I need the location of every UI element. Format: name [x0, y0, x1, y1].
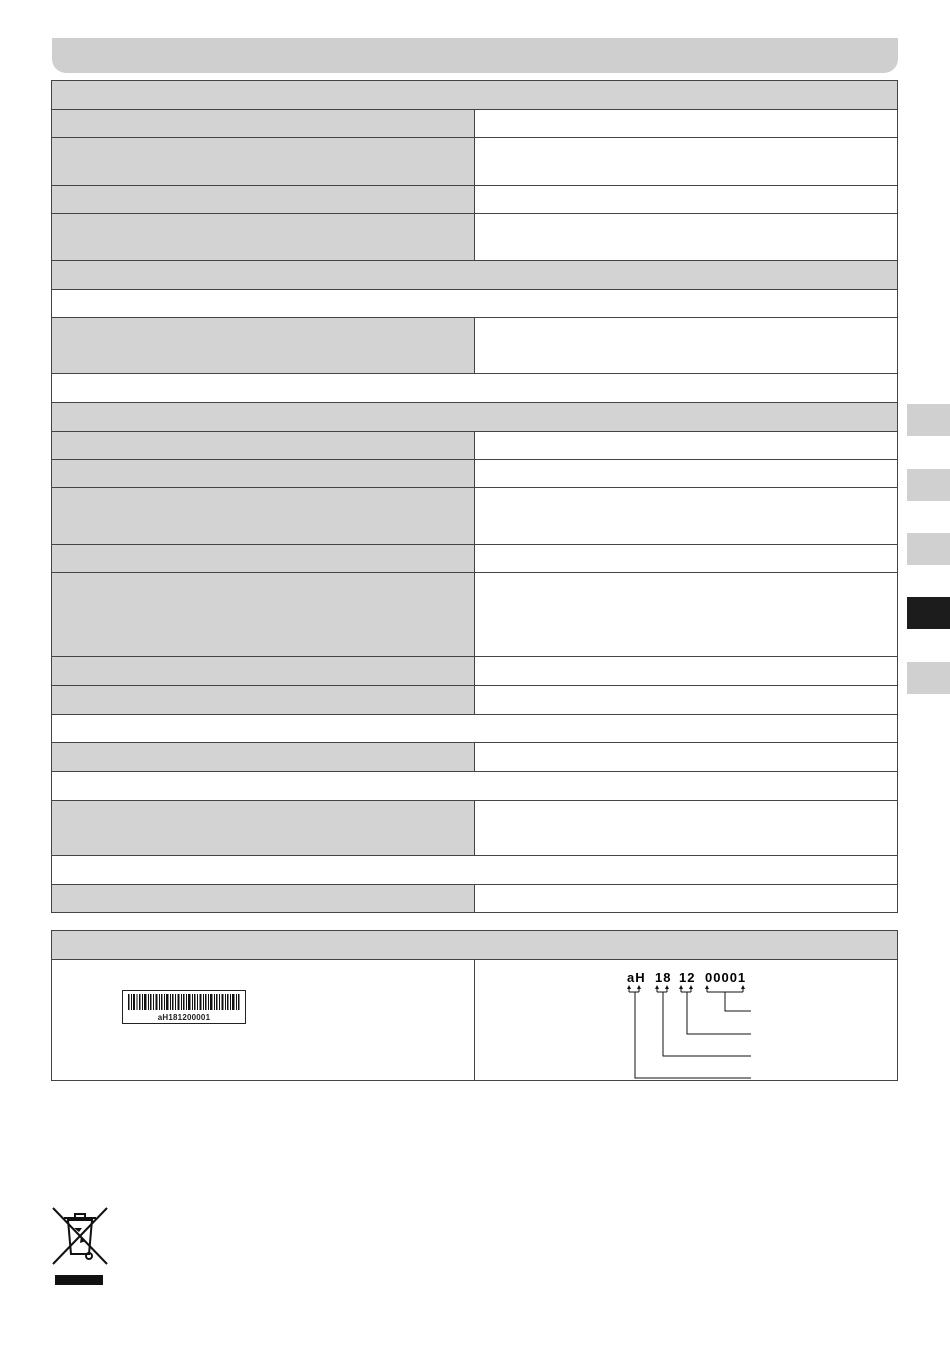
table-row: [52, 488, 898, 545]
table-row: [52, 686, 898, 715]
table-row: [52, 801, 898, 856]
section-header: [52, 403, 898, 432]
table-row: [52, 318, 898, 374]
table-row: [52, 885, 898, 913]
barcode-cell: [52, 960, 475, 1081]
crossed-out-wheelie-bin-icon: [51, 1206, 111, 1288]
spec-note: [52, 856, 898, 885]
spec-value: [475, 488, 898, 545]
section-header: [52, 81, 898, 110]
spec-label: [52, 885, 475, 913]
spec-label: [52, 318, 475, 374]
code-part-month: 12: [679, 970, 696, 985]
spec-note: [52, 715, 898, 743]
table-row: [52, 374, 898, 403]
serial-number-table: [51, 930, 898, 1081]
spec-note: [52, 290, 898, 318]
table-row: [52, 573, 898, 657]
spec-label: [52, 657, 475, 686]
barcode-number: aH181200001: [157, 1013, 211, 1022]
section-header: [52, 261, 898, 290]
spec-label: [52, 460, 475, 488]
spec-value: [475, 545, 898, 573]
serial-code-cell: [475, 960, 898, 1081]
spec-label: [52, 110, 475, 138]
side-tab-1[interactable]: [907, 404, 950, 436]
table-row: [52, 110, 898, 138]
spec-label: [52, 432, 475, 460]
table-row: [52, 186, 898, 214]
table-row: [52, 81, 898, 110]
code-part-sequence: 00001: [705, 970, 747, 985]
spec-label: [52, 573, 475, 657]
spec-value: [475, 657, 898, 686]
side-tab-4[interactable]: [907, 597, 950, 629]
barcode-icon: [128, 994, 240, 1010]
spec-value: [475, 138, 898, 186]
table-row: [52, 460, 898, 488]
table-row: [52, 772, 898, 801]
spec-value: [475, 743, 898, 772]
spec-value: [475, 573, 898, 657]
spec-value: [475, 318, 898, 374]
spec-label: [52, 138, 475, 186]
table-row: [52, 290, 898, 318]
code-part-year: 18: [655, 970, 672, 985]
spec-label: [52, 743, 475, 772]
header-bar: [52, 38, 898, 73]
table-row: [52, 432, 898, 460]
spec-label: [52, 801, 475, 856]
table-row: [52, 545, 898, 573]
serial-code-diagram: [625, 970, 765, 1082]
section-header: [52, 931, 898, 960]
spec-label: [52, 545, 475, 573]
table-row: [52, 403, 898, 432]
table-row: [52, 743, 898, 772]
specifications-table: [51, 80, 898, 913]
spec-value: [475, 801, 898, 856]
spec-value: [475, 460, 898, 488]
side-tab-3[interactable]: [907, 533, 950, 565]
table-row: [52, 657, 898, 686]
spec-value: [475, 110, 898, 138]
spec-value: [475, 186, 898, 214]
spec-label: [52, 488, 475, 545]
table-row: [52, 856, 898, 885]
spec-value: [475, 214, 898, 261]
spec-value: [475, 686, 898, 715]
spec-value: [475, 432, 898, 460]
spec-label: [52, 214, 475, 261]
side-tab-2[interactable]: [907, 469, 950, 501]
table-row: [52, 214, 898, 261]
spec-label: [52, 186, 475, 214]
code-part-model: aH: [627, 970, 646, 985]
spec-value: [475, 885, 898, 913]
table-row: [52, 138, 898, 186]
spec-note: [52, 772, 898, 801]
table-row: [52, 715, 898, 743]
barcode-label: [122, 990, 246, 1024]
side-tab-5[interactable]: [907, 662, 950, 694]
table-row: [52, 261, 898, 290]
spec-label: [52, 686, 475, 715]
spec-note: [52, 374, 898, 403]
